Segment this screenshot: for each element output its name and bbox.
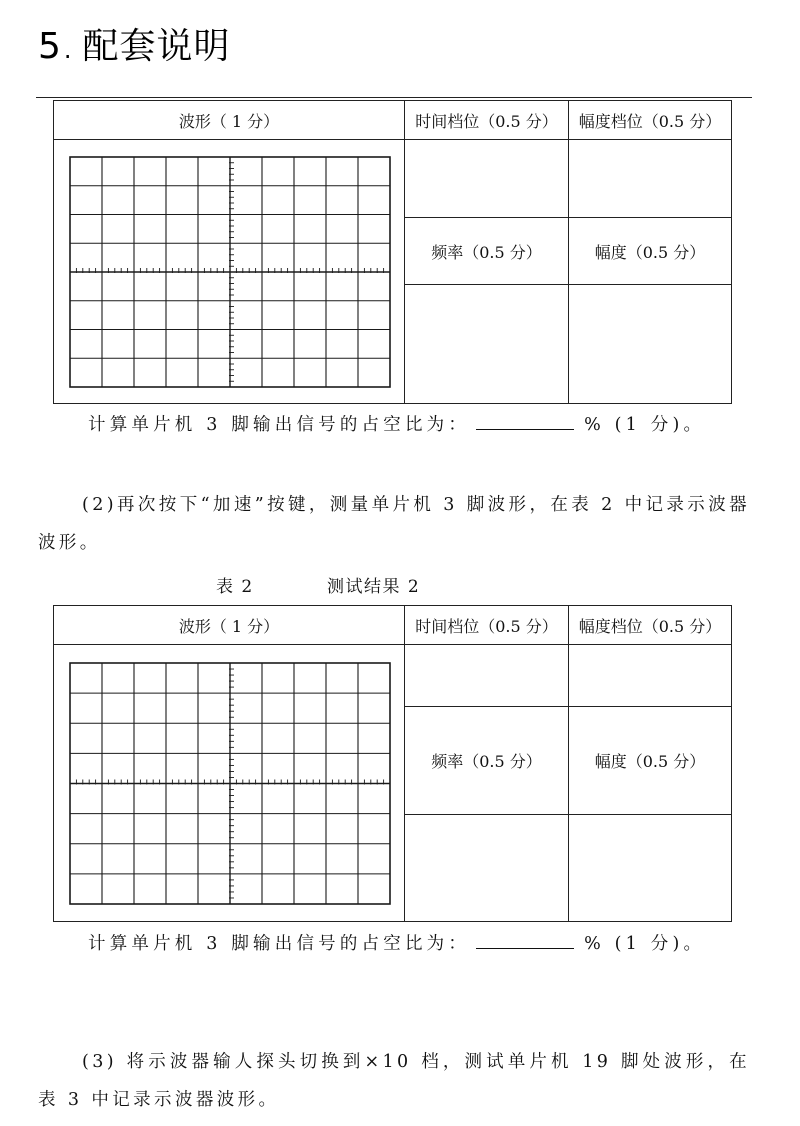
time-div-header: 时间档位（0.5 分） xyxy=(405,101,569,140)
section-heading xyxy=(38,18,231,69)
frequency-answer[interactable] xyxy=(405,815,569,922)
section-number-dot: . xyxy=(63,36,73,64)
time-div-answer[interactable] xyxy=(405,645,569,707)
paragraph-step-3: (3) 将示波器输人探头切换到×10 档，测试单片机 19 脚处波形，在表 3 中记录示波器波形。 xyxy=(38,1052,750,1110)
paragraph-step-2: (2)再次按下“加速”按键，测量单片机 3 脚波形，在表 2 中记录示波器波形。 xyxy=(38,495,750,553)
duty-cycle-line-1 xyxy=(88,411,705,436)
table-2-title: 测试结果 2 xyxy=(327,577,421,597)
waveform-header: 波形（ 1 分） xyxy=(54,606,405,645)
amp-div-answer[interactable] xyxy=(569,645,732,707)
table-2-number: 表 2 xyxy=(216,577,254,597)
result-table-1 xyxy=(53,100,732,404)
amplitude-header: 幅度（0.5 分） xyxy=(569,707,732,815)
duty-cycle-label: 计算单片机 3 脚输出信号的占空比为： xyxy=(88,934,471,954)
amp-div-header: 幅度档位（0.5 分） xyxy=(569,101,732,140)
time-div-answer[interactable] xyxy=(405,140,569,218)
waveform-header: 波形（ 1 分） xyxy=(54,101,405,140)
section-title: 配套说明 xyxy=(82,26,231,67)
result-table-2 xyxy=(53,605,732,922)
duty-cycle-blank[interactable] xyxy=(476,934,574,949)
oscilloscope-grid[interactable] xyxy=(54,645,405,922)
frequency-answer[interactable] xyxy=(405,285,569,404)
frequency-header: 频率（0.5 分） xyxy=(405,218,569,285)
heading-rule xyxy=(36,97,752,98)
oscilloscope-cell xyxy=(54,140,405,404)
time-div-header: 时间档位（0.5 分） xyxy=(405,606,569,645)
duty-cycle-line-2 xyxy=(88,930,705,955)
amplitude-answer[interactable] xyxy=(569,815,732,922)
duty-cycle-suffix: % (1 分)。 xyxy=(584,415,706,435)
oscilloscope-cell xyxy=(54,645,405,922)
duty-cycle-label: 计算单片机 3 脚输出信号的占空比为： xyxy=(88,415,471,435)
duty-cycle-blank[interactable] xyxy=(476,415,574,430)
amplitude-header: 幅度（0.5 分） xyxy=(569,218,732,285)
oscilloscope-grid[interactable] xyxy=(54,140,405,404)
amplitude-answer[interactable] xyxy=(569,285,732,404)
section-number: 5 xyxy=(38,26,62,67)
frequency-header: 频率（0.5 分） xyxy=(405,707,569,815)
duty-cycle-suffix: % (1 分)。 xyxy=(584,934,706,954)
amp-div-answer[interactable] xyxy=(569,140,732,218)
amp-div-header: 幅度档位（0.5 分） xyxy=(569,606,732,645)
